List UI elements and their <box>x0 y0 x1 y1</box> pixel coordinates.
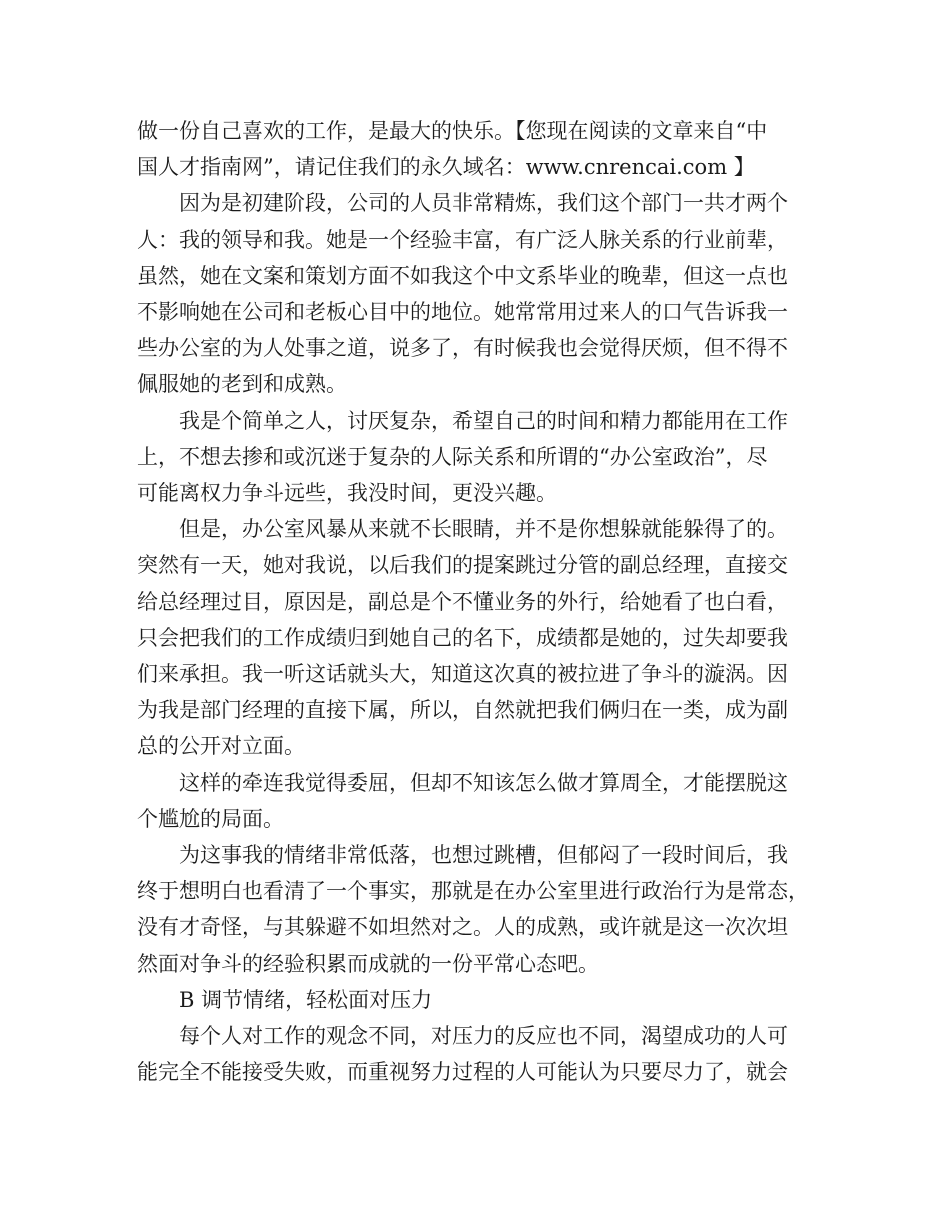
paragraph-realization: 为这事我的情绪非常低落，也想过跳槽，但郁闷了一段时间后，我 终于想明白也看清了一个事实，那就是在办公室里进行政治行为是常态， 没有才奇怪，与其躲避不如坦然对之。人的成熟，或许就是这一次次坦 然面对争斗的经验积累而成就的一份平常心态吧。 <box>137 843 809 976</box>
section-heading-b: B 调节情绪，轻松面对压力 <box>179 987 433 1012</box>
paragraph-background: 因为是初建阶段，公司的人员非常精炼，我们这个部门一共才两个 人：我的领导和我。她是一个经验丰富，有广泛人脉关系的行业前辈， 虽然，她在文案和策划方面不如我这个中文系毕业的晚辈，但这一点也 不影响她在公司和老板心目中的地位。她常常用过来人的口气告诉我一 些办公室的为人处事之道，说多了，有时候我也会觉得厌烦，但不得不 佩服她的老到和成熟。 <box>137 191 788 397</box>
paragraph-personality: 我是个简单之人，讨厌复杂，希望自己的时间和精力都能用在工作 上，不想去掺和或沉迷于复杂的人际关系和所谓的“办公室政治”，尽 可能离权力争斗远些，我没时间，更没兴趣。 <box>137 408 788 506</box>
paragraph-pressure: 每个人对工作的观念不同，对压力的反应也不同，渴望成功的人可 能完全不能接受失败，而重视努力过程的人可能认为只要尽力了，就会 <box>137 1024 788 1085</box>
paragraph-office-storm: 但是，办公室风暴从来就不长眼睛，并不是你想躲就能躲得了的。 突然有一天，她对我说，以后我们的提案跳过分管的副总经理，直接交 给总经理过目，原因是，副总是个不懂业务的外行，给她看了也白看， 只会把我们的工作成绩归到她自己的名下，成绩都是她的，过失却要我 们来承担。我一听这话就头大，知道这次真的被拉进了争斗的漩涡。因 为我是部门经理的直接下属，所以，自然就把我们俩归在一类，成为副 总的公开对立面。 <box>137 517 788 759</box>
document-page <box>137 113 817 1090</box>
paragraph-grievance: 这样的牵连我觉得委屈，但却不知该怎么做才算周全，才能摆脱这 个尴尬的局面。 <box>137 770 788 831</box>
paragraph-intro: 做一份自己喜欢的工作，是最大的快乐。【您现在阅读的文章来自“中 国人才指南网”，请记住我们的永久域名：www.cnrencai.com 】 <box>137 119 768 180</box>
